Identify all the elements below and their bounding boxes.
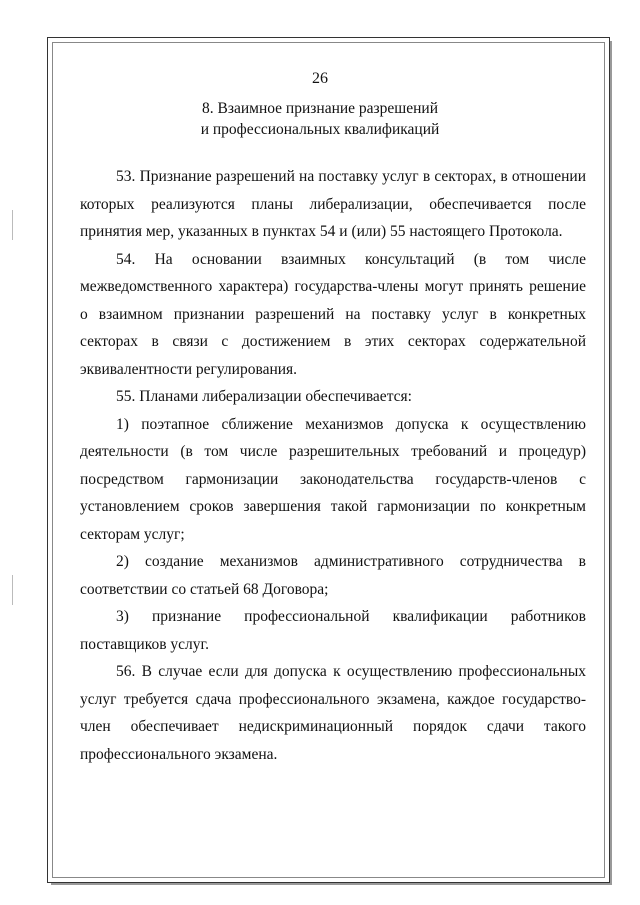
paragraph-55: 55. Планами либерализации обеспечивается: bbox=[116, 388, 412, 405]
document-body bbox=[80, 163, 586, 768]
page-number: 26 bbox=[312, 70, 328, 87]
paragraph-55-item-3: 3) признание профессиональной квалификации работников поставщиков услуг. bbox=[80, 608, 586, 653]
section-title-line-1: 8. Взаимное признание разрешений bbox=[202, 100, 438, 117]
section-title bbox=[0, 98, 640, 140]
paragraph-55-item-2: 2) создание механизмов административного сотрудничества в соответствии со статьей 68 Договора; bbox=[80, 553, 586, 598]
paragraph-54: 54. На основании взаимных консультаций (в том числе межведомственного характера) государства-члены могут принять решение о взаимном признании разрешений на поставку услуг в конкретных секторах в связи с достижением в этих секторах содержательной эквивалентности регулирования. bbox=[80, 250, 586, 378]
scan-margin-mark bbox=[12, 575, 13, 605]
scan-margin-mark bbox=[12, 210, 13, 240]
section-title-line-2: и профессиональных квалификаций bbox=[200, 121, 440, 138]
paragraph-53: 53. Признание разрешений на поставку услуг в секторах, в отношении которых реализуются планы либерализации, обеспечивается после принятия мер, указанных в пунктах 54 и (или) 55 настоящего Протокола. bbox=[80, 168, 586, 240]
paragraph-56: 56. В случае если для допуска к осуществлению профессиональных услуг требуется сдача профессионального экзамена, каждое государство-член обеспечивает недискриминационный порядок сдачи такого профессионального экзамена. bbox=[80, 663, 586, 763]
paragraph-55-item-1: 1) поэтапное сближение механизмов допуска к осуществлению деятельности (в том числе разрешительных требований и процедур) посредством гармонизации законодательства государств-членов с установлением сроков завершения такой гармонизации по конкретным секторам услуг; bbox=[80, 415, 586, 543]
